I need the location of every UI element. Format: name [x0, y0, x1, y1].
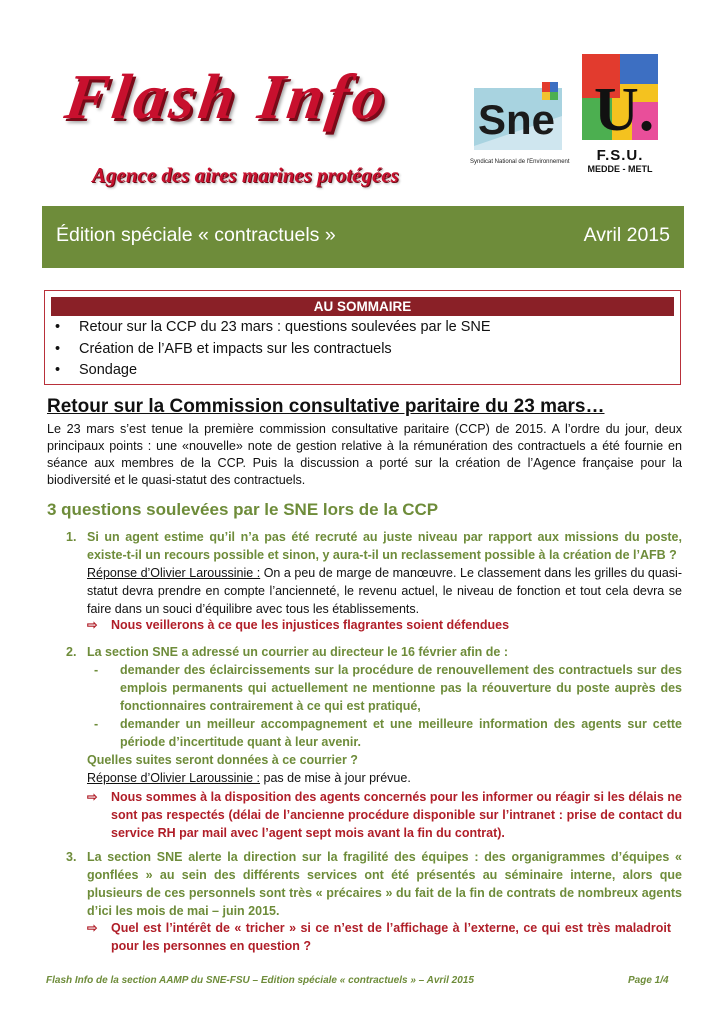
answer-1: [87, 564, 682, 618]
fsu-logo-icon: [580, 52, 660, 142]
question-2-bullet: demander des éclaircissements sur la procédure de renouvellement des contractuels sur des emplois permanents qui actuellement ne mentionne pas la réouverture du poste auprès des fonctionnaires contrairement à ce qui est pratiqué,: [120, 663, 682, 713]
dash-icon: -: [94, 717, 99, 731]
questions-heading: 3 questions soulevées par le SNE lors de la CCP: [47, 500, 439, 519]
edition-band: [42, 206, 684, 268]
question-number: 2.: [66, 645, 77, 659]
summary-item-label: Sondage: [79, 362, 138, 378]
question-1: Si un agent estime qu’il n’a pas été recruté au juste niveau par rapport aux missions du poste, existe-t-il un recours possible et sinon, y aura-t-il un reclassement possible à la création de l’AFB ?: [87, 530, 682, 562]
summary-item: [55, 362, 137, 378]
question-number: 3.: [66, 850, 77, 864]
dash-icon: -: [94, 663, 99, 677]
conclusion-text: Nous veillerons à ce que les injustices flagrantes soient défendues: [111, 618, 510, 632]
question-2: La section SNE a adressé un courrier au directeur le 16 février afin de :: [87, 645, 508, 659]
arrow-right-icon: ⇨: [87, 790, 98, 804]
answer-label: Réponse d’Olivier Laroussinie :: [87, 566, 261, 580]
question-2-followup: Quelles suites seront données à ce courrier ?: [87, 753, 358, 767]
answer-text: On a peu de marge de manœuvre. Le classement dans les grilles du quasi-statut devra prendre en compte l’ancienneté, le revenu actuel, le niveau de fonction et tout cela devra se faire dans un souci d’équilibre avec tous les établissements.: [87, 566, 682, 616]
sne-logo-icon: [470, 76, 568, 154]
conclusion-2: Nous sommes à la disposition des agents concernés pour les informer ou réagir si les délais ne sont pas respectés (délai de l’ancienne procédure disponible sur l’intranet : prise de contact du service RH par mail avec l’agent sept mois avant la fin du contrat).: [111, 790, 682, 840]
summary-item: [55, 341, 392, 357]
answer-text: pas de mise à jour prévue.: [260, 771, 411, 785]
bullet-icon: •: [55, 362, 61, 378]
summary-box: [44, 290, 681, 385]
summary-item-label: Création de l’AFB et impacts sur les contractuels: [79, 341, 392, 357]
summary-item: [55, 319, 491, 335]
question-2-bullet: demander un meilleur accompagnement et une meilleure information des agents sur cette période d’incertitude quant à leur avenir.: [120, 717, 682, 749]
question-3: La section SNE alerte la direction sur la fragilité des équipes : des organigrammes d’équipes « gonflées » au sein des différents services ont été présentés au séminaire interne, alors que plusieurs de ces personnels sont très « précaires » du fait de la fin de contrats de nombreux agents d’ici les mois de mai – juin 2015.: [87, 850, 682, 918]
agency-name: Agence des aires marines protégées: [92, 163, 399, 187]
fsu-logo-caption: MEDDE - METL: [587, 164, 653, 174]
arrow-right-icon: ⇨: [87, 618, 98, 632]
summary-item-label: Retour sur la CCP du 23 mars : questions soulevées par le SNE: [79, 319, 491, 335]
answer-label: Réponse d’Olivier Laroussinie :: [87, 771, 261, 785]
intro-paragraph: Le 23 mars s’est tenue la première commission consultative paritaire (CCP) de 2015. A l’ordre du jour, deux principaux points : une «nouvelle» note de gestion relative à la rémunération des contractuels a été fournie en séance aux membres de la CCP. Puis la discussion a porté sur la création de l’Agence française pour la biodiversité et le quasi-statut des contractuels.: [47, 422, 682, 487]
page-number: Page 1/4: [628, 975, 669, 986]
answer-2: [87, 769, 682, 787]
sne-logo-caption: Syndicat National de l'Environnement: [470, 159, 570, 165]
summary-heading: AU SOMMAIRE: [51, 297, 674, 316]
edition-label: Édition spéciale « contractuels »: [56, 224, 336, 246]
section-title: Retour sur la Commission consultative paritaire du 23 mars…: [47, 396, 605, 417]
sne-logo: [470, 76, 568, 166]
footer-text: Flash Info de la section AAMP du SNE-FSU – Edition spéciale « contractuels » – Avril 2015: [46, 975, 474, 986]
conclusion-1: [87, 616, 682, 634]
fsu-logo-text: F.S.U.: [596, 147, 644, 164]
svg-text:Sne: Sne: [478, 96, 556, 143]
conclusion-3: Quel est l’intérêt de « tricher » si ce n’est de l’affichage à l’externe, ce qui est très maladroit pour les personnes en question ?: [111, 921, 671, 953]
question-number: 1.: [66, 530, 77, 544]
edition-date: Avril 2015: [583, 224, 670, 246]
svg-text:U.: U.: [594, 76, 655, 142]
newsletter-title: Flash Info: [61, 61, 394, 132]
bullet-icon: •: [55, 319, 61, 335]
fsu-logo: [580, 52, 660, 172]
bullet-icon: •: [55, 341, 61, 357]
arrow-right-icon: ⇨: [87, 921, 98, 935]
